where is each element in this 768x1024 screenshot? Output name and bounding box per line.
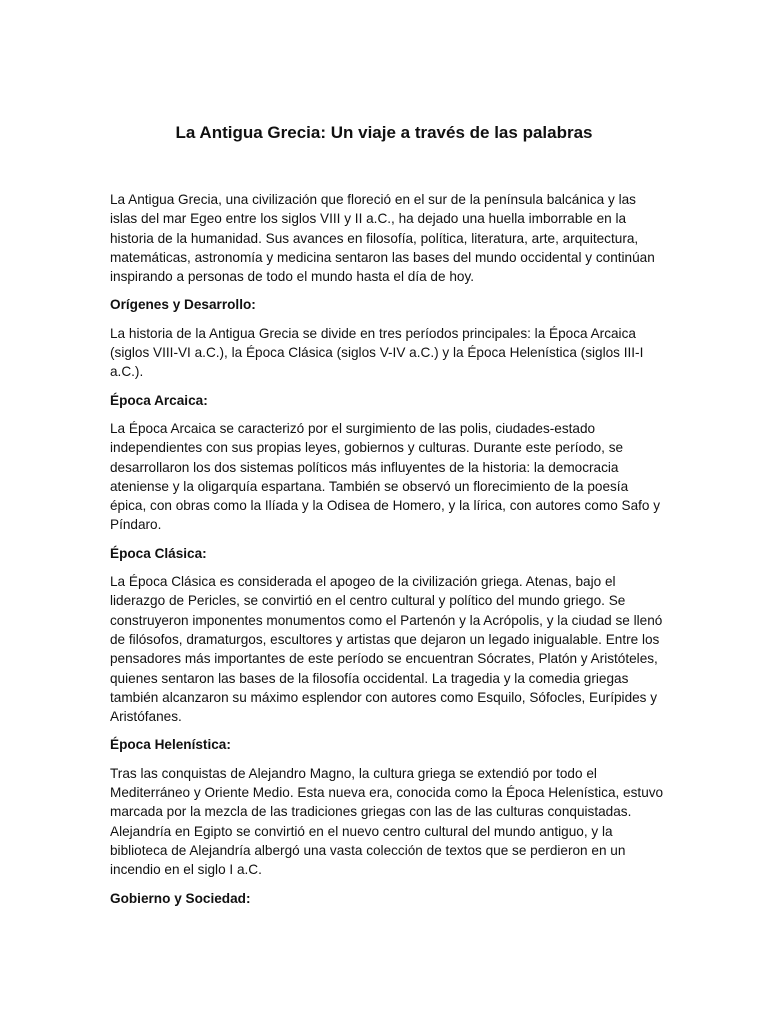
section-body-origenes: La historia de la Antigua Grecia se divide en tres períodos principales: la Época Arcaica (siglos VIII-VI a.C.), la Época Clásica (siglos V-IV a.C.) y la Época Helenística (siglos III-I a.C.). [110,325,644,380]
section-heading-arcaica: Época Arcaica: [110,392,208,408]
intro-paragraph: La Antigua Grecia, una civilización que floreció en el sur de la península balcánica y las islas del mar Egeo entre los siglos VIII y II a.C., ha dejado una huella imborrable en la historia de la humanidad. Sus avances en filosofía, política, literatura, arte, arquitectura, matemáticas, astronomía y medicina sentaron las bases del mundo occidental y continúan inspirando a personas de todo el mundo hasta el día de hoy. [110,192,655,285]
section-body-helenistica: Tras las conquistas de Alejandro Magno, la cultura griega se extendió por todo el Mediterráneo y Oriente Medio. Esta nueva era, conocida como la Época Helenística, estuvo marcada por la mezcla de las tradiciones griegas con las de las culturas conquistadas. Alejandría en Egipto se convirtió en el nuevo centro cultural del mundo antiguo, y la biblioteca de Alejandría albergó una vasta colección de textos que se perdieron en un incendio en el siglo I a.C. [110,765,664,878]
section-body-clasica: La Época Clásica es considerada el apogeo de la civilización griega. Atenas, bajo el liderazgo de Pericles, se convirtió en el centro cultural y político del mundo griego. Se construyeron imponentes monumentos como el Partenón y la Acrópolis, y la ciudad se llenó de filósofos, dramaturgos, escultores y artistas que dejaron un legado inigualable. Entre los pensadores más importantes de este período se encuentran Sócrates, Platón y Aristóteles, quienes sentaron las bases de la filosofía occidental. La tragedia y la comedia griegas también alcanzaron su máximo esplendor con autores como Esquilo, Sófocles, Eurípides y Aristófanes. [110,574,663,725]
section-heading-origenes: Orígenes y Desarrollo: [110,297,256,313]
section-heading-gobierno: Gobierno y Sociedad: [110,890,251,906]
section-body-arcaica: La Época Arcaica se caracterizó por el surgimiento de las polis, ciudades-estado independientes con sus propias leyes, gobiernos y culturas. Durante este período, se desarrollaron los dos sistemas políticos más influyentes de la historia: la democracia ateniense y la oligarquía espartana. También se observó un florecimiento de la poesía épica, con obras como la Ilíada y la Odisea de Homero, y la lírica, con autores como Safo y Píndaro. [110,420,661,533]
section-heading-helenistica: Época Helenística: [110,737,231,753]
document-body [110,190,665,917]
document-title: La Antigua Grecia: Un viaje a través de las palabras [175,123,593,142]
section-heading-clasica: Época Clásica: [110,545,207,561]
